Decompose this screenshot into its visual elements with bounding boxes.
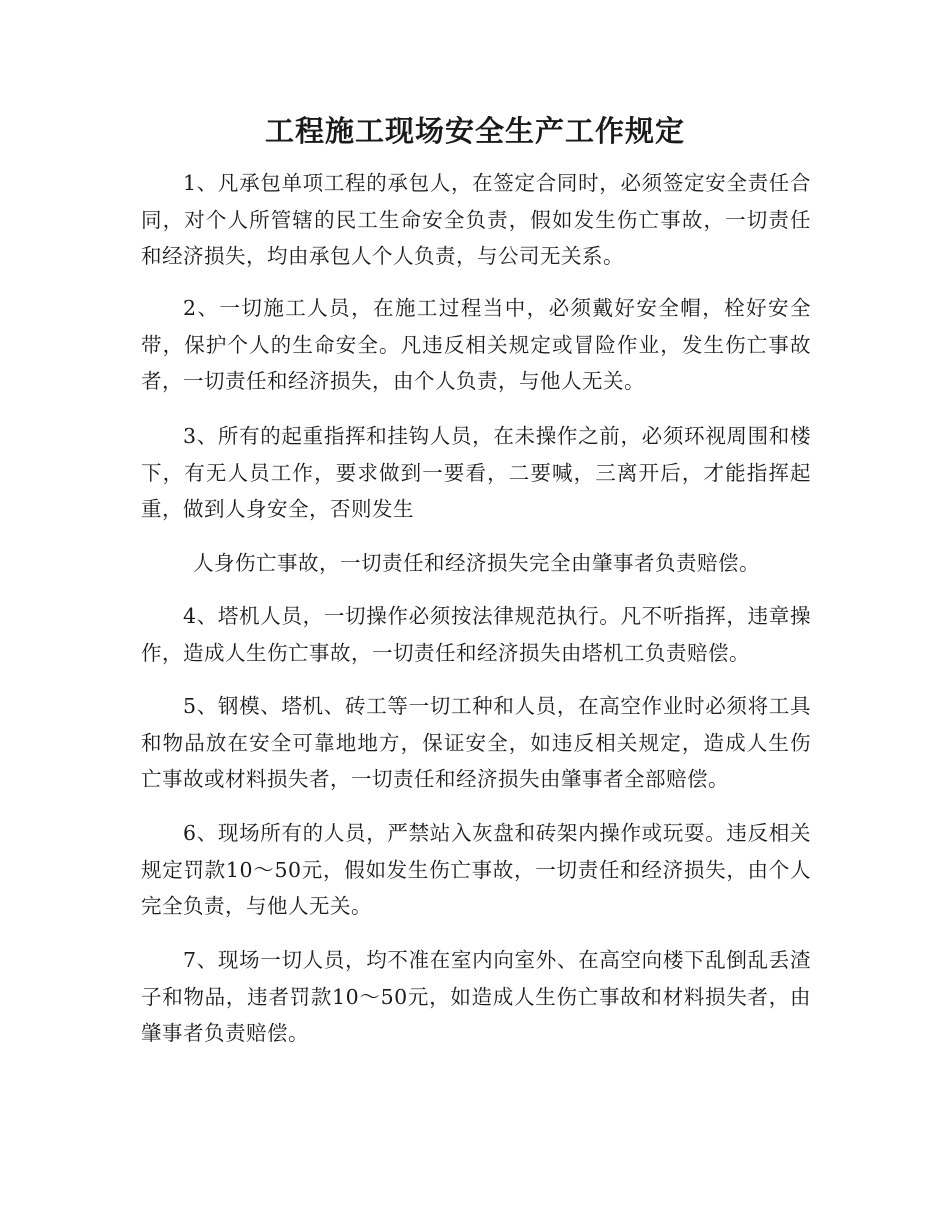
rule-paragraph-3-continuation: 人身伤亡事故，一切责任和经济损失完全由肇事者负责赔偿。 [193, 551, 760, 575]
rule-paragraph-5: 5、钢模、塔机、砖工等一切工种和人员，在高空作业时必须将工具和物品放在安全可靠地地方，保证安全，如违反相关规定，造成人生伤亡事故或材料损失者，一切责任和经济损失由肇事者全部赔偿。 [141, 694, 811, 791]
rule-paragraph-1: 1、凡承包单项工程的承包人，在签定合同时，必须签定安全责任合同，对个人所管辖的民工生命安全负责，假如发生伤亡事故，一切责任和经济损失，均由承包人个人负责，与公司无关系。 [141, 171, 811, 268]
rule-paragraph-6: 6、现场所有的人员，严禁站入灰盘和砖架内操作或玩耍。违反相关规定罚款10～50元，假如发生伤亡事故，一切责任和经济损失，由个人完全负责，与他人无关。 [141, 821, 811, 918]
rule-paragraph-4: 4、塔机人员，一切操作必须按法律规范执行。凡不听指挥，违章操作，造成人生伤亡事故，一切责任和经济损失由塔机工负责赔偿。 [141, 604, 811, 665]
rule-paragraph-7: 7、现场一切人员，均不准在室内向室外、在高空向楼下乱倒乱丢渣子和物品，违者罚款10～50元，如造成人生伤亡事故和材料损失者，由肇事者负责赔偿。 [141, 948, 811, 1045]
rule-paragraph-2: 2、一切施工人员，在施工过程当中，必须戴好安全帽，栓好安全带，保护个人的生命安全。凡违反相关规定或冒险作业，发生伤亡事故者，一切责任和经济损失，由个人负责，与他人无关。 [141, 296, 811, 393]
rule-paragraph-3: 3、所有的起重指挥和挂钩人员，在未操作之前，必须环视周围和楼下，有无人员工作，要求做到一要看，二要喊，三离开后，才能指挥起重，做到人身安全，否则发生 [141, 424, 811, 521]
document-title: 工程施工现场安全生产工作规定 [264, 114, 685, 148]
